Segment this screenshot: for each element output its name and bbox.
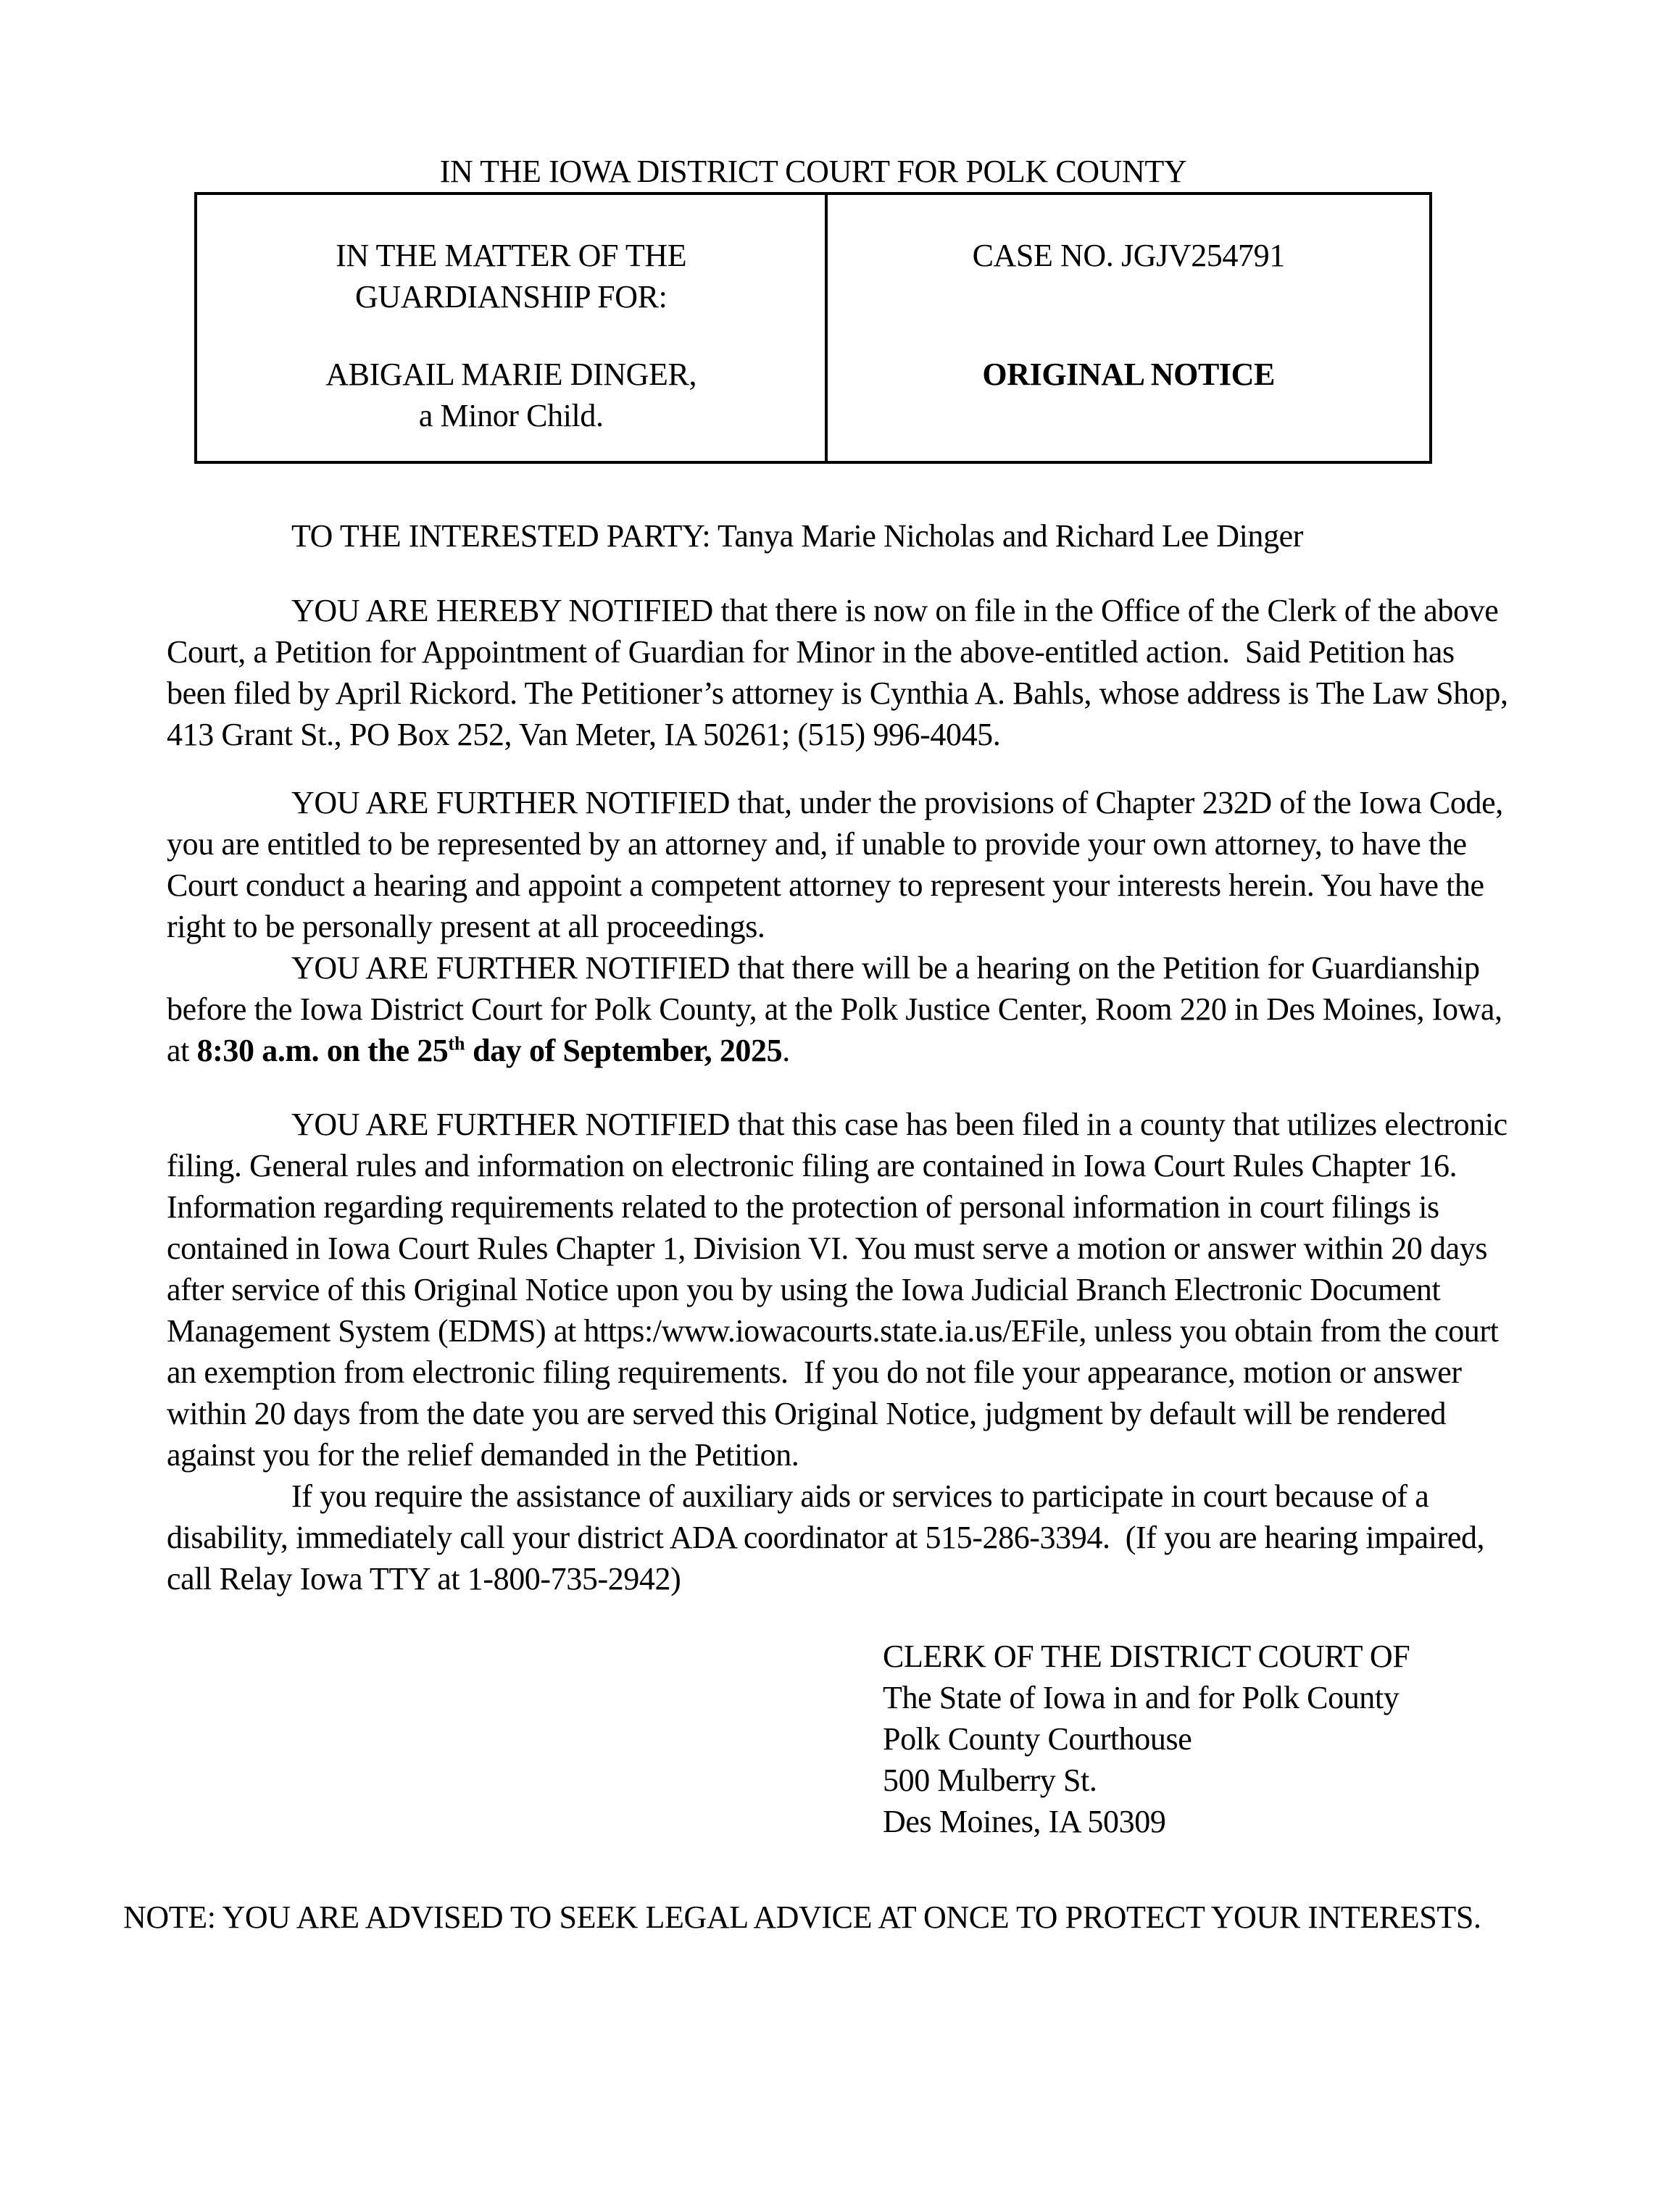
ordinal-suffix: th <box>448 1033 465 1054</box>
minor-name: ABIGAIL MARIE DINGER, <box>325 357 697 392</box>
clerk-courthouse-line: Polk County Courthouse <box>883 1721 1192 1757</box>
court-header: IN THE IOWA DISTRICT COURT FOR POLK COUNTY <box>439 154 1187 189</box>
matter-line-1: IN THE MATTER OF THE <box>336 238 687 273</box>
clerk-state-line: The State of Iowa in and for Polk County <box>883 1680 1400 1715</box>
caption-left-cell <box>197 195 828 461</box>
caption-box <box>194 192 1432 464</box>
clerk-city-line: Des Moines, IA 50309 <box>883 1804 1166 1839</box>
paragraph-further-notified-attorney: YOU ARE FURTHER NOTIFIED that, under the provisions of Chapter 232D of the Iowa Code, you are entitled to be represented by an attorney and, if unable to provide your own attorney, to have the Court conduct a hearing and appoint a competent attorney to represent your interests herein. You have the right to be personally present at all proceedings. <box>167 785 1511 944</box>
caption-left-spacer <box>197 317 825 354</box>
legal-advice-note: NOTE: YOU ARE ADVISED TO SEEK LEGAL ADVICE AT ONCE TO PROTECT YOUR INTERESTS. <box>123 1899 1481 1935</box>
caption-right-cell <box>828 195 1429 461</box>
matter-line-2: GUARDIANSHIP FOR: <box>354 279 668 315</box>
caption-right-spacer <box>828 276 1429 354</box>
hearing-month-year-part: day of September, 2025 <box>465 1033 783 1068</box>
paragraph-hereby-notified: YOU ARE HEREBY NOTIFIED that there is now on file in the Office of the Clerk of the above Court, a Petition for Appointment of Guardian for Minor in the above-entitled action. Said Petition has been filed by April Rickord. The Petitioner’s attorney is Cynthia A. Bahls, whose address is The Law Shop, 413 Grant St., PO Box 252, Van Meter, IA 50261; (515) 996-4045. <box>167 593 1516 752</box>
paragraph-electronic-filing: YOU ARE FURTHER NOTIFIED that this case has been filed in a county that utilizes electronic filing. General rules and information on electronic filing are contained in Iowa Court Rules Chapter 16. Information regarding requirements related to the protection of personal information in court filings is contained in Iowa Court Rules Chapter 1, Division VI. You must serve a motion or answer within 20 days after service of this Original Notice upon you by using the Iowa Judicial Branch Electronic Document Management System (EDMS) at https:/www.iowacourts.state.ia.us/EFile, unless you obtain from the court an exemption from electronic filing requirements. If you do not file your appearance, motion or answer within 20 days from the date you are served this Original Notice, judgment by default will be rendered against you for the relief demanded in the Petition. <box>167 1107 1515 1473</box>
notice-title: ORIGINAL NOTICE <box>982 357 1275 392</box>
hearing-datetime-bold <box>197 1033 783 1068</box>
hearing-notice-text: YOU ARE FURTHER NOTIFIED that there will be a hearing on the Petition for Guardianship before the Iowa District Court for Polk County, at the Polk Justice Center, Room 220 in Des Moines, Iowa, at <box>167 950 1510 1068</box>
clerk-signature-block <box>883 1636 1518 1842</box>
hearing-time-date-part: 8:30 a.m. on the 25 <box>196 1033 449 1068</box>
hearing-sentence-period: . <box>782 1033 790 1068</box>
paragraph-ada-assistance: If you require the assistance of auxiliary aids or services to participate in court because of a disability, immediately call your district ADA coordinator at 515-286-3394. (If you are hearing impaired, call Relay Iowa TTY at 1-800-735-2942) <box>167 1478 1492 1597</box>
paragraph-hearing-notice <box>167 947 1518 1071</box>
case-number: CASE NO. JGJV254791 <box>972 238 1285 273</box>
clerk-title-line: CLERK OF THE DISTRICT COURT OF <box>883 1639 1410 1674</box>
clerk-street-line: 500 Mulberry St. <box>883 1762 1097 1798</box>
minor-descriptor: a Minor Child. <box>418 398 604 433</box>
addressee-line: TO THE INTERESTED PARTY: Tanya Marie Nicholas and Richard Lee Dinger <box>291 518 1304 554</box>
